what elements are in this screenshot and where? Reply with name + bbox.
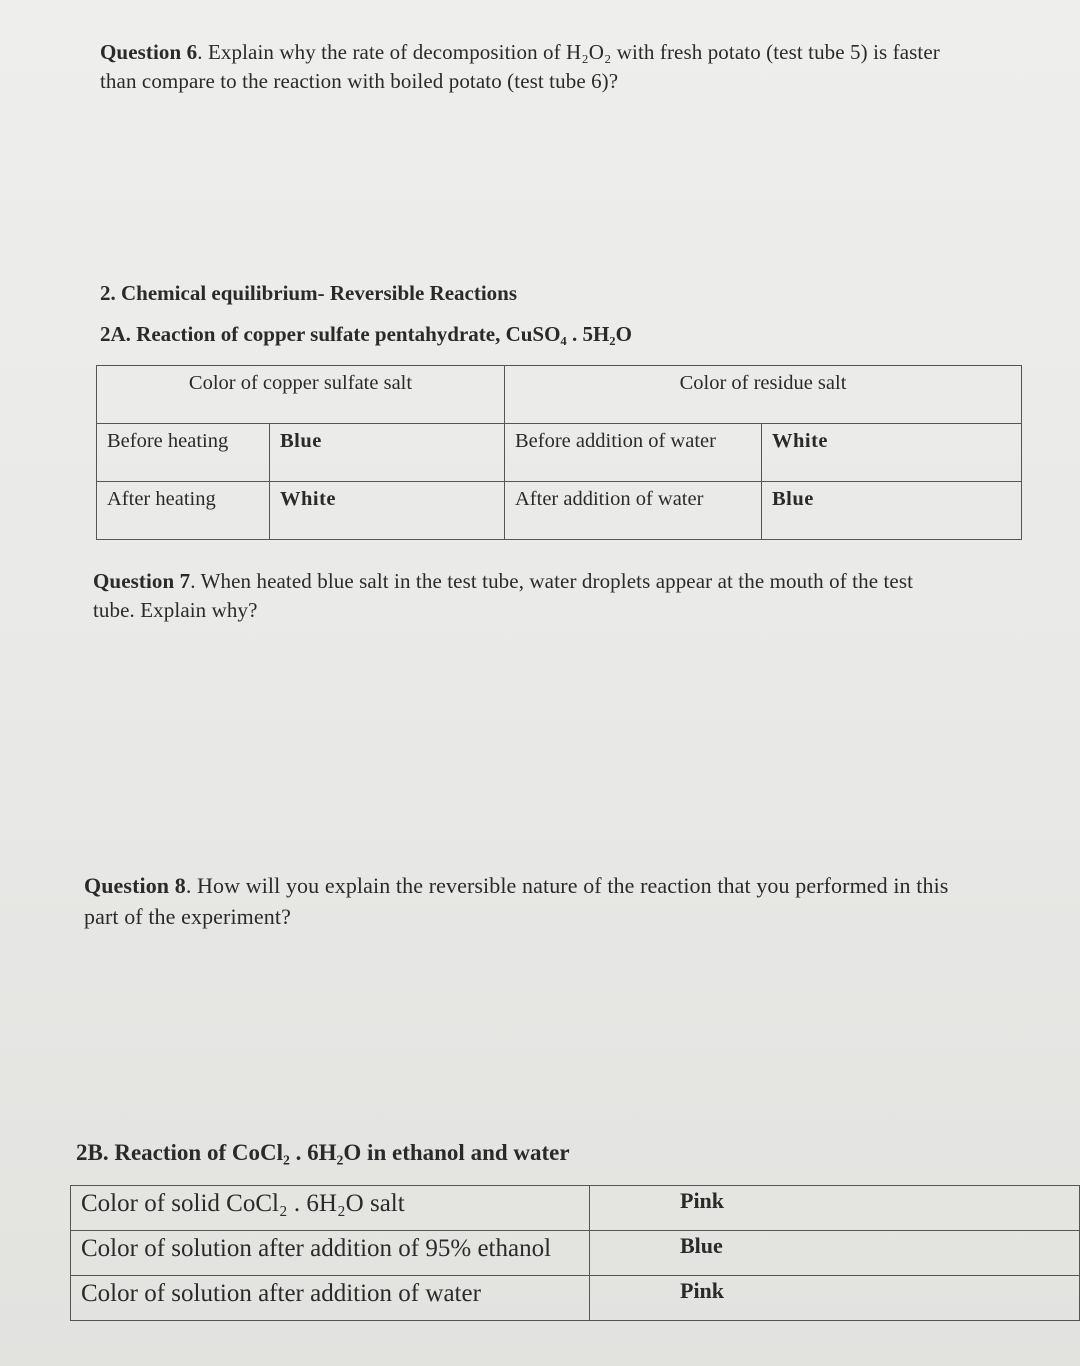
table-row <box>97 424 1022 482</box>
section-2a-heading: 2A. Reaction of copper sulfate pentahydrate, CuSO₄ . 5H₂O <box>100 322 632 346</box>
cell-after-water-label: After addition of water <box>505 482 762 540</box>
table-row <box>97 482 1022 540</box>
cell-after-heating-value: White <box>270 482 505 540</box>
section-2b-heading: 2B. Reaction of CoCl₂ . 6H₂O in ethanol and water <box>76 1140 570 1165</box>
question-7-label: Question 7 <box>93 569 191 593</box>
question-6-text-2: than compare to the reaction with boiled potato (test tube 6)? <box>100 69 619 93</box>
question-8 <box>84 870 1074 932</box>
cobalt-chloride-table <box>70 1185 1080 1321</box>
question-7-text-1: . When heated blue salt in the test tube, water droplets appear at the mouth of the test <box>190 569 914 593</box>
cell-solid-salt-label: Color of solid CoCl₂ . 6H₂O salt <box>71 1186 590 1231</box>
cell-before-water-label: Before addition of water <box>505 424 762 482</box>
cell-water-label: Color of solution after addition of water <box>71 1276 590 1321</box>
cell-after-water-value: Blue <box>762 482 1022 540</box>
table-row <box>71 1276 1080 1321</box>
question-7-text-2: tube. Explain why? <box>93 598 258 622</box>
cell-solid-salt-value: Pink <box>590 1186 1080 1231</box>
table-row <box>71 1231 1080 1276</box>
question-8-text-1: . How will you explain the reversible nature of the reaction that you performed in this <box>185 873 949 898</box>
copper-sulfate-table <box>96 365 1022 540</box>
question-6-label: Question 6 <box>100 40 198 64</box>
header-copper-sulfate-color: Color of copper sulfate salt <box>97 366 505 424</box>
cell-ethanol-label: Color of solution after addition of 95% ethanol <box>71 1231 590 1276</box>
question-6-text-1: . Explain why the rate of decomposition of H₂O₂ with fresh potato (test tube 5) is faster <box>197 40 940 64</box>
cell-before-water-value: White <box>762 424 1022 482</box>
table-header-row <box>97 366 1022 424</box>
cell-after-heating-label: After heating <box>97 482 270 540</box>
question-6 <box>100 38 1050 96</box>
question-8-text-2: part of the experiment? <box>84 904 291 929</box>
cell-ethanol-value: Blue <box>590 1231 1080 1276</box>
cell-water-value: Pink <box>590 1276 1080 1321</box>
header-residue-color: Color of residue salt <box>505 366 1022 424</box>
section-2-heading: 2. Chemical equilibrium- Reversible Reactions <box>100 281 518 305</box>
cell-before-heating-value: Blue <box>270 424 505 482</box>
table-row <box>71 1186 1080 1231</box>
cell-before-heading-label: Before heating <box>97 424 270 482</box>
question-8-label: Question 8 <box>84 873 186 898</box>
question-7 <box>93 567 1053 625</box>
